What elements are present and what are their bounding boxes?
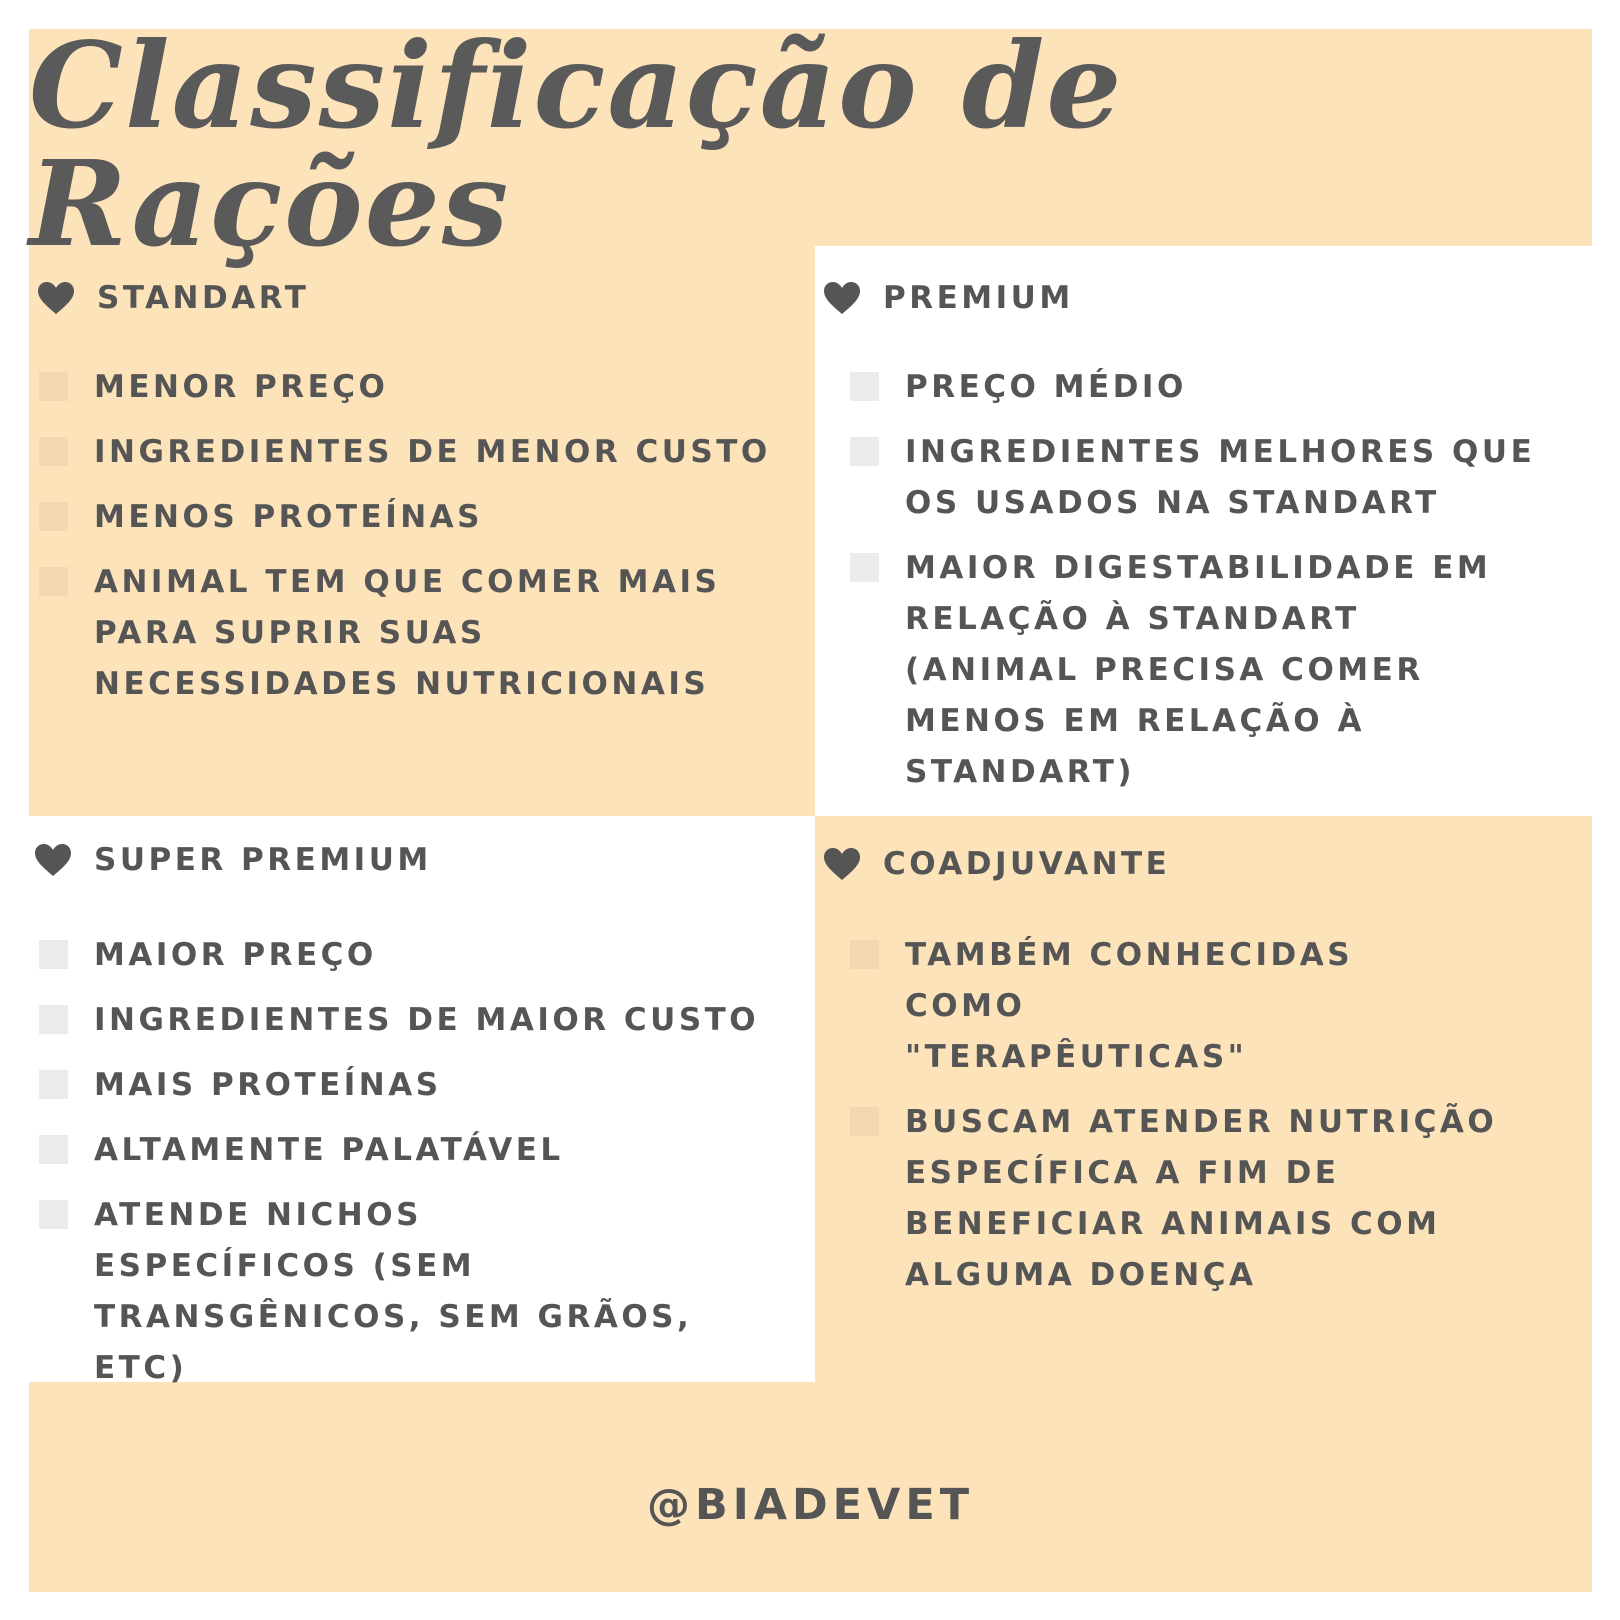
list-item [850, 930, 1572, 1083]
panel-header [37, 280, 309, 316]
list-item [39, 1125, 775, 1176]
square-bullet-icon [39, 1200, 68, 1229]
square-bullet-icon [850, 437, 879, 466]
list-item [39, 1190, 775, 1394]
square-bullet-icon [39, 940, 68, 969]
heart-icon [823, 847, 861, 881]
square-bullet-icon [39, 567, 68, 596]
page-title: Classificação de Rações [29, 16, 1124, 273]
item-text: BUSCAM ATENDER NUTRIÇÃO ESPECÍFICA A FIM DE BENEFICIAR ANIMAIS COM ALGUMA DOENÇA [905, 1104, 1498, 1293]
list-item [850, 362, 1572, 413]
square-bullet-icon [850, 553, 879, 582]
item-text: INGREDIENTES DE MENOR CUSTO [94, 434, 771, 470]
list-item [39, 362, 775, 413]
square-bullet-icon [850, 1107, 879, 1136]
list-item [39, 995, 775, 1046]
panel-title: COADJUVANTE [883, 846, 1171, 882]
item-text: INGREDIENTES MELHORES QUE OS USADOS NA STANDART [905, 434, 1536, 521]
panel-super-premium [29, 816, 815, 1386]
square-bullet-icon [39, 1070, 68, 1099]
square-bullet-icon [850, 372, 879, 401]
square-bullet-icon [39, 1135, 68, 1164]
square-bullet-icon [39, 1005, 68, 1034]
item-list [850, 362, 1572, 812]
list-item [39, 1060, 775, 1111]
item-text: MAIOR DIGESTABILIDADE EM RELAÇÃO À STANDART (ANIMAL PRECISA COMER MENOS EM RELAÇÃO À STANDART) [905, 550, 1492, 790]
square-bullet-icon [39, 372, 68, 401]
item-text: ALTAMENTE PALATÁVEL [94, 1132, 564, 1168]
panel-title: SUPER PREMIUM [94, 842, 432, 878]
panel-premium [815, 246, 1592, 816]
heart-icon [37, 281, 75, 315]
list-item [39, 427, 775, 478]
item-text: PREÇO MÉDIO [905, 369, 1187, 405]
item-text: MENOS PROTEÍNAS [94, 499, 484, 535]
heart-icon [34, 843, 72, 877]
item-text: INGREDIENTES DE MAIOR CUSTO [94, 1002, 760, 1038]
panel-title: PREMIUM [883, 280, 1074, 316]
item-text: MAIS PROTEÍNAS [94, 1067, 442, 1103]
item-text: MAIOR PREÇO [94, 937, 377, 973]
square-bullet-icon [850, 940, 879, 969]
list-item [39, 492, 775, 543]
list-item [39, 557, 775, 710]
square-bullet-icon [39, 437, 68, 466]
list-item [850, 427, 1572, 529]
item-text: ATENDE NICHOS ESPECÍFICOS (SEM TRANSGÊNICOS, SEM GRÃOS, ETC) [94, 1197, 693, 1386]
panel-title: STANDART [97, 280, 310, 316]
item-list [850, 930, 1572, 1315]
item-text: MENOR PREÇO [94, 369, 389, 405]
item-text: TAMBÉM CONHECIDAS COMO "TERAPÊUTICAS" [905, 937, 1354, 1075]
panel-header [823, 280, 1074, 316]
footer-handle: @BIADEVET [646, 1480, 975, 1530]
square-bullet-icon [39, 502, 68, 531]
panel-standart [29, 250, 815, 816]
item-text: ANIMAL TEM QUE COMER MAIS PARA SUPRIR SUAS NECESSIDADES NUTRICIONAIS [94, 564, 721, 702]
panel-header [823, 846, 1170, 882]
list-item [850, 1097, 1572, 1301]
item-list [39, 362, 775, 724]
panel-coadjuvante [815, 816, 1592, 1376]
list-item [850, 543, 1572, 798]
item-list [39, 930, 775, 1408]
panel-header [34, 842, 432, 878]
heart-icon [823, 281, 861, 315]
list-item [39, 930, 775, 981]
